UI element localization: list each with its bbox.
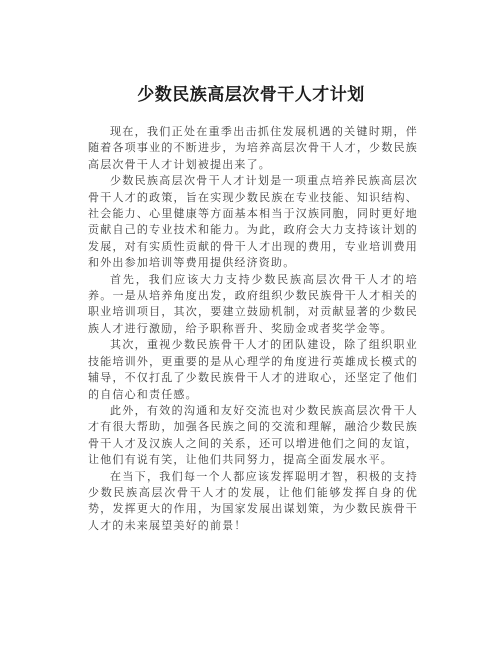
paragraph-5: 此外，有效的沟通和友好交流也对少数民族高层次骨干人才有很大帮助，加强各民族之间的交流和理解，融洽少数民族骨干人才及汉族人之间的关系，还可以增进他们之间的友谊，让他们有说有笑，让他们共同努力，提高全面发展水平。 — [88, 403, 418, 467]
document-title: 少数民族高层次骨干人才计划 — [137, 85, 365, 105]
paragraph-6: 在当下，我们每一个人都应该发挥聪明才智，积极的支持少数民族高层次骨干人才的发展，让他们能够发挥自身的优势，发挥更大的作用，为国家发展出谋划策，为少数民族骨干人才的未来展望美好的前景！ — [88, 469, 418, 532]
paragraph-3: 首先，我们应该大力支持少数民族高层次骨干人才的培养。一是从培养角度出发，政府组织少数民族骨干人才相关的职业培训项目，其次，要建立鼓励机制，对贡献显著的少数民族人才进行激励，给予职称晋升、奖励金或者奖学金等。 — [88, 272, 418, 335]
paragraph-2: 少数民族高层次骨干人才计划是一项重点培养民族高层次骨干人才的政策，旨在实现少数民族在专业技能、知识结构、社会能力、心里健康等方面基本相当于汉族同胞，同时更好地贡献自己的专业技术和能力。为此，政府会大力支持该计划的发展，对有实质性贡献的骨干人才出现的费用，专业培训费用和外出参加培训等费用提供经济资助。 — [88, 174, 418, 270]
paragraph-1: 现在，我们正处在重季出击抓住发展机遇的关键时期，伴随着各项事业的不断进步，为培养高层次骨干人才，少数民族高层次骨干人才计划被提出来了。 — [88, 125, 418, 171]
paragraph-4: 其次，重视少数民族骨干人才的团队建设，除了组织职业技能培训外，更重要的是从心理学的角度进行英雄成长模式的辅导，不仅打乱了少数民族骨干人才的进取心，还坚定了他们的自信心和责任感。 — [88, 338, 418, 401]
document-body — [88, 124, 418, 534]
